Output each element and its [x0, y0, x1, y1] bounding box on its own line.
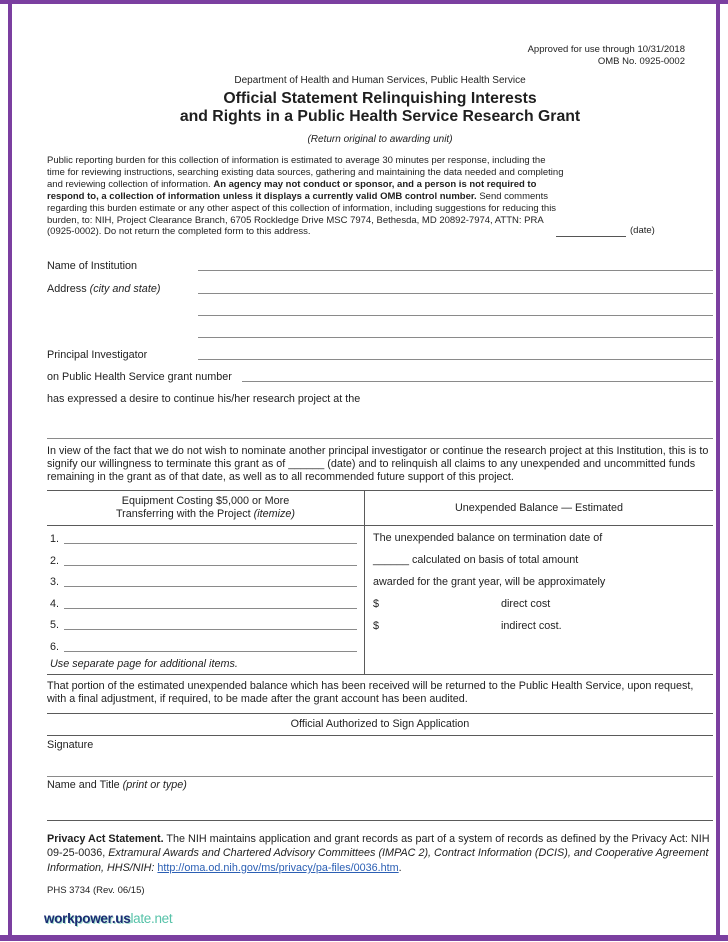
address-line-3[interactable]: [198, 337, 713, 338]
equipment-line-5[interactable]: [64, 629, 357, 630]
desire-statement: has expressed a desire to continue his/her research project at the: [47, 393, 361, 406]
institution-label: Name of Institution: [47, 260, 138, 273]
indirect-cost-row: [373, 620, 713, 633]
page-border-right: [716, 0, 720, 941]
date-field-wrap: [556, 225, 655, 237]
burden-text-bold: An agency may not conduct or sponsor, and a person is not required to respond to, a collection of information unless it displays a currently valid OMB control number.: [47, 178, 537, 202]
page-border-left: [8, 0, 12, 941]
table-header-row: [47, 491, 713, 525]
signature-label: Signature: [47, 738, 94, 751]
institution-continuation-line[interactable]: [47, 438, 713, 439]
equipment-item-row: [47, 526, 364, 548]
date-label: (date): [630, 225, 655, 237]
field-row-address: [47, 274, 713, 297]
field-row-address-2: [47, 297, 713, 319]
table-body-row: [47, 526, 713, 674]
name-title-italic: (print or type): [122, 778, 187, 791]
address-line-1[interactable]: [198, 293, 713, 294]
official-sign-heading: Official Authorized to Sign Application: [47, 714, 713, 736]
privacy-text-1: The NIH maintains application and grant records as part of a system of records as defined by the Privacy Act: NIH 09-25-0036,: [47, 832, 710, 860]
equipment-item-row: [47, 569, 364, 591]
form-page: [47, 0, 713, 896]
principal-investigator-label: Principal Investigator: [47, 349, 148, 362]
burden-statement: [47, 155, 655, 238]
item-number: 3.: [50, 576, 60, 589]
watermark: [44, 911, 172, 926]
equipment-balance-table: [47, 490, 713, 674]
equipment-line-4[interactable]: [64, 608, 357, 609]
direct-cost-label: direct cost: [501, 597, 551, 610]
grant-number-line[interactable]: [242, 381, 713, 382]
equipment-header-line2: Transferring with the Project (itemize): [115, 507, 295, 520]
date-fill-line[interactable]: [556, 227, 626, 237]
balance-header-cell: Unexpended Balance — Estimated: [454, 501, 624, 514]
watermark-primary-text: workpower.us: [44, 911, 131, 926]
balance-text-cell: [365, 526, 713, 674]
field-row-desire: [47, 385, 713, 407]
omb-number-text: OMB No. 0925-0002: [597, 55, 685, 67]
item-number: 2.: [50, 554, 60, 567]
equipment-line-1[interactable]: [64, 543, 357, 544]
item-number: 1.: [50, 533, 60, 546]
balance-line-1: The unexpended balance on termination date of: [373, 531, 603, 544]
address-label: Address (city and state): [47, 283, 161, 296]
approval-date-text: Approved for use through 10/31/2018: [527, 44, 685, 55]
itemize-note: (itemize): [253, 507, 295, 520]
burden-text-1: Public reporting burden for this collection of information is estimated to average 30 minutes per response, including the time for reviewing instructions, searching existing data sources, gathering and maintaining the data needed and completing and reviewing collection of information.: [47, 155, 564, 190]
field-row-address-3: [47, 319, 713, 341]
watermark-secondary-text: late.net: [130, 911, 173, 926]
burden-text-2: Send comments regarding this burden estimate or any other aspect of this collection of information, including suggestions for reducing this burden, to: NIH, Project Clearance Branch, 6705 Rockledge Drive MSC 7974, Bethesda, MD 20892-7974, ATTN: PRA (0925-0002). Do not return the completed form to this address.: [47, 190, 557, 238]
item-number: 4.: [50, 597, 60, 610]
dollar-sign: $: [373, 597, 380, 610]
equipment-line-6[interactable]: [64, 651, 357, 652]
signature-block[interactable]: [47, 736, 713, 777]
privacy-text-2: :: [151, 861, 158, 874]
field-row-pi: [47, 341, 713, 363]
address-label-italic: (city and state): [89, 283, 161, 296]
form-title-line1: Official Statement Relinquishing Interests: [223, 90, 537, 107]
privacy-link[interactable]: http://oma.od.nih.gov/ms/privacy/pa-files/0036.htm: [157, 861, 399, 874]
privacy-text-3: .: [398, 861, 402, 874]
form-title-line2: and Rights in a Public Health Service Research Grant: [179, 107, 581, 125]
item-number: 5.: [50, 619, 60, 632]
termination-paragraph: In view of the fact that we do not wish to nominate another principal investigator or continue the research project at this Institution, this is to signify our willingness to terminate this grant as of ______ (date) and to relinquish all claims to any unexpended and uncommitted funds remaining in the grant as of that date, as well as to all recommended future support of this project.: [47, 445, 709, 484]
return-instruction: (Return original to awarding unit): [307, 134, 453, 145]
principal-investigator-line[interactable]: [198, 359, 713, 360]
grant-number-label: on Public Health Service grant number: [47, 371, 232, 384]
equipment-header-cell: [47, 491, 365, 524]
item-number: 6.: [50, 640, 60, 653]
equipment-item-row: [47, 633, 364, 655]
privacy-lead: Privacy Act Statement.: [47, 832, 164, 845]
address-line-2[interactable]: [198, 315, 713, 316]
privacy-text-italic: Extramural Awards and Chartered Advisory Committees (IMPAC 2), Contract Information (DCIS), and Cooperative Agreement Information, HHS/NIH: [47, 847, 709, 874]
indirect-cost-label: indirect cost.: [501, 619, 562, 632]
separate-page-note: Use separate page for additional items.: [50, 657, 238, 670]
form-number: PHS 3734 (Rev. 06/15): [47, 884, 145, 896]
institution-fields: [47, 251, 713, 407]
direct-cost-row: [373, 598, 713, 611]
privacy-act-statement: [47, 832, 713, 876]
equipment-header-line1: Equipment Costing $5,000 or More: [121, 495, 290, 508]
field-row-institution: [47, 251, 713, 274]
institution-name-line[interactable]: [198, 270, 713, 271]
equipment-item-row: [47, 612, 364, 634]
equipment-line-2[interactable]: [64, 565, 357, 566]
name-title-label: Name and Title (print or type): [47, 778, 187, 791]
balance-line-3: awarded for the grant year, will be approximately: [373, 575, 606, 588]
name-title-block[interactable]: [47, 777, 713, 821]
equipment-list-cell: [47, 526, 365, 674]
page-border-bottom: [0, 935, 728, 941]
equipment-item-row: [47, 547, 364, 569]
dollar-sign: $: [373, 619, 380, 632]
approval-block: [47, 44, 713, 67]
department-line: Department of Health and Human Services, Public Health Service: [234, 75, 526, 86]
equipment-item-row: [47, 590, 364, 612]
balance-line-2: ______ calculated on basis of total amount: [373, 553, 579, 566]
equipment-line-3[interactable]: [64, 586, 357, 587]
field-row-grant-number: [47, 363, 713, 385]
returned-balance-paragraph: That portion of the estimated unexpended balance which has been received will be returned to the Public Health Service, upon request, with a final adjustment, if required, to be made after the grant account has been audited.: [47, 675, 713, 714]
form-title: [47, 90, 713, 125]
